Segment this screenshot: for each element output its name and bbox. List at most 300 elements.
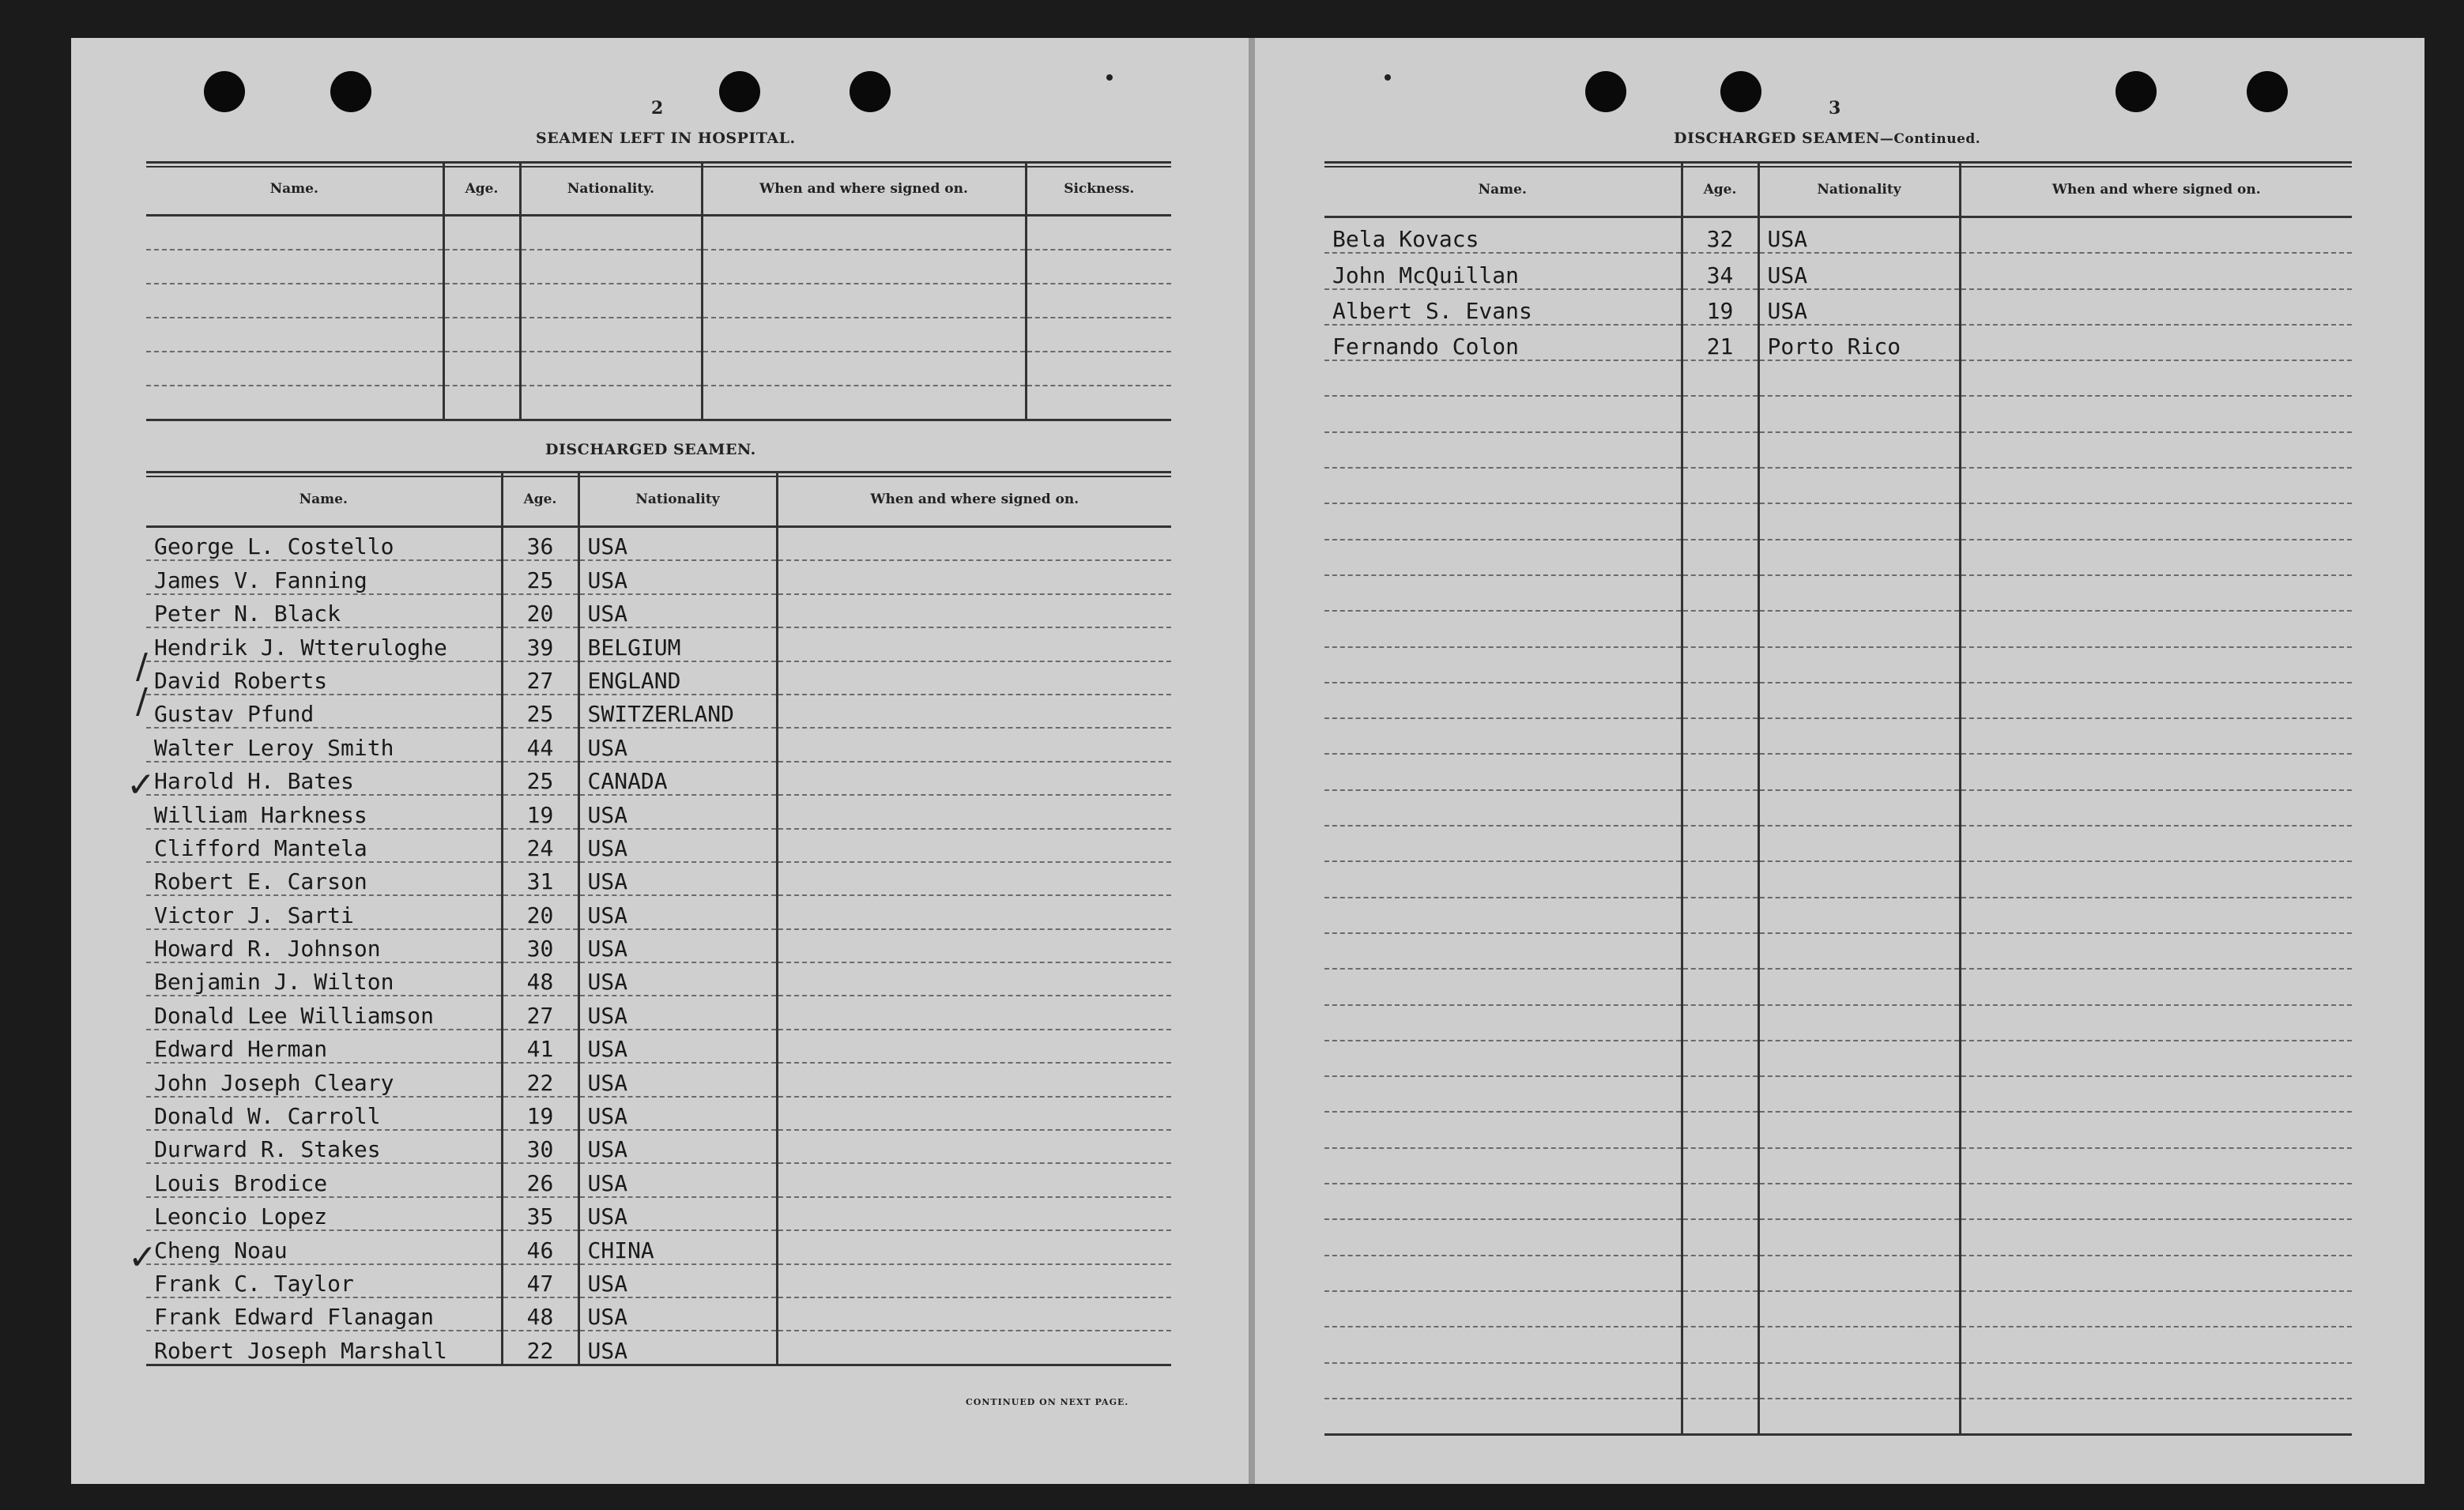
seaman-age: 21 — [1682, 325, 1758, 360]
age-cell — [443, 284, 520, 318]
seaman-nationality: USA — [578, 527, 777, 561]
name-cell — [1324, 1291, 1682, 1327]
seaman-age: 30 — [502, 929, 578, 962]
age-cell — [443, 250, 520, 284]
margin-check-mark: ✓ — [128, 1237, 157, 1278]
seaman-age: 30 — [502, 1130, 578, 1163]
signed-on-cell — [702, 216, 1026, 250]
name-cell — [146, 216, 443, 250]
signed-on-cell — [777, 1097, 1171, 1130]
table-row — [1324, 432, 2352, 468]
seaman-name: Durward R. Stakes — [146, 1130, 502, 1163]
seaman-name: Peter N. Black — [146, 594, 502, 627]
sickness-cell — [1026, 216, 1171, 250]
seaman-age: 25 — [502, 560, 578, 593]
signed-on-cell — [777, 996, 1171, 1029]
table-row — [1324, 575, 2352, 611]
nationality-cell — [1758, 396, 1960, 431]
signed-on-cell — [777, 1063, 1171, 1096]
table-row — [1324, 217, 2352, 254]
signed-on-cell — [777, 862, 1171, 895]
name-cell — [1324, 718, 1682, 754]
seaman-name: Cheng Noau — [146, 1230, 502, 1263]
age-cell — [1682, 790, 1758, 826]
signed-on-cell — [1960, 503, 2352, 539]
signed-on-cell — [1960, 647, 2352, 683]
table-row — [1324, 1327, 2352, 1362]
table-row — [146, 352, 1171, 386]
discharged-header-signed-on: When and where signed on. — [777, 473, 1171, 527]
seaman-nationality: USA — [578, 1264, 777, 1297]
age-cell — [1682, 1291, 1758, 1327]
name-cell — [146, 284, 443, 318]
name-cell — [1324, 1005, 1682, 1041]
margin-check-mark: ✓ — [126, 765, 156, 805]
signed-on-cell — [777, 661, 1171, 695]
seaman-nationality: USA — [578, 594, 777, 627]
continued-header-name: Name. — [1324, 163, 1682, 217]
binder-hole-3 — [719, 71, 760, 112]
seaman-age: 19 — [502, 1097, 578, 1130]
age-cell — [1682, 1005, 1758, 1041]
seaman-age: 48 — [502, 962, 578, 996]
signed-on-cell — [1960, 1256, 2352, 1291]
table-row — [1324, 360, 2352, 396]
name-cell — [1324, 683, 1682, 718]
table-row — [1324, 1184, 2352, 1219]
seaman-nationality: USA — [578, 728, 777, 761]
seaman-name: Louis Brodice — [146, 1163, 502, 1196]
nationality-cell — [1758, 718, 1960, 754]
seaman-age: 35 — [502, 1197, 578, 1230]
signed-on-cell — [1960, 325, 2352, 360]
table-row — [1324, 289, 2352, 325]
hospital-header-age: Age. — [443, 163, 520, 216]
paper-speck — [1106, 74, 1113, 81]
seaman-nationality: USA — [578, 895, 777, 928]
table-row — [146, 250, 1171, 284]
table-row — [146, 1264, 1171, 1297]
signed-on-cell — [1960, 1148, 2352, 1184]
binder-hole-5 — [1585, 71, 1626, 112]
table-row — [1324, 683, 2352, 718]
age-cell — [1682, 1184, 1758, 1219]
seaman-age: 48 — [502, 1297, 578, 1331]
page-number-left: 2 — [651, 98, 664, 119]
name-cell — [1324, 468, 1682, 503]
seaman-nationality: USA — [578, 929, 777, 962]
margin-tick-mark: / — [136, 646, 148, 687]
nationality-cell — [1758, 611, 1960, 646]
nationality-cell — [1758, 1291, 1960, 1327]
nationality-cell — [520, 216, 702, 250]
seaman-name: George L. Costello — [146, 527, 502, 561]
discharged-table — [146, 471, 1171, 1366]
name-cell — [1324, 1148, 1682, 1184]
name-cell — [1324, 1112, 1682, 1147]
signed-on-cell — [777, 962, 1171, 996]
nationality-cell — [1758, 432, 1960, 468]
table-row — [146, 728, 1171, 761]
nationality-cell — [1758, 969, 1960, 1004]
table-row — [1324, 861, 2352, 897]
nationality-cell — [520, 318, 702, 352]
table-row — [1324, 1363, 2352, 1399]
seaman-name: David Roberts — [146, 661, 502, 695]
seaman-nationality: USA — [578, 1297, 777, 1331]
name-cell — [1324, 611, 1682, 646]
age-cell — [1682, 826, 1758, 861]
seaman-nationality: USA — [578, 829, 777, 862]
seaman-name: Howard R. Johnson — [146, 929, 502, 962]
seaman-name: Edward Herman — [146, 1030, 502, 1063]
signed-on-cell — [1960, 1112, 2352, 1147]
signed-on-cell — [1960, 1184, 2352, 1219]
seaman-age: 34 — [1682, 253, 1758, 288]
seaman-age: 27 — [502, 661, 578, 695]
age-cell — [443, 216, 520, 250]
signed-on-cell — [1960, 1219, 2352, 1255]
name-cell — [1324, 898, 1682, 933]
table-row — [1324, 898, 2352, 933]
age-cell — [1682, 1076, 1758, 1112]
table-row — [146, 661, 1171, 695]
seaman-name: Donald Lee Williamson — [146, 996, 502, 1029]
nationality-cell — [1758, 468, 1960, 503]
seaman-nationality: BELGIUM — [578, 627, 777, 661]
signed-on-cell — [777, 695, 1171, 728]
seaman-name: Fernando Colon — [1324, 325, 1682, 360]
continued-header-row — [1324, 163, 2352, 217]
seaman-nationality: USA — [578, 862, 777, 895]
continued-title-suffix: —Continued. — [1879, 131, 1981, 147]
signed-on-cell — [777, 929, 1171, 962]
seaman-name: Albert S. Evans — [1324, 289, 1682, 325]
table-row — [1324, 718, 2352, 754]
table-row — [146, 318, 1171, 352]
signed-on-cell — [1960, 1041, 2352, 1076]
name-cell — [1324, 503, 1682, 539]
seaman-name: Walter Leroy Smith — [146, 728, 502, 761]
signed-on-cell — [777, 1163, 1171, 1196]
table-row — [1324, 933, 2352, 969]
name-cell — [146, 352, 443, 386]
seaman-name: Donald W. Carroll — [146, 1097, 502, 1130]
seaman-nationality: USA — [578, 962, 777, 996]
seaman-nationality: USA — [578, 1163, 777, 1196]
seaman-nationality: USA — [578, 1063, 777, 1096]
seaman-age: 36 — [502, 527, 578, 561]
sickness-cell — [1026, 318, 1171, 352]
seaman-age: 27 — [502, 996, 578, 1029]
name-cell — [1324, 1363, 1682, 1399]
nationality-cell — [1758, 861, 1960, 897]
book-gutter — [1249, 38, 1255, 1484]
continued-title-main: DISCHARGED SEAMEN — [1674, 130, 1880, 147]
age-cell — [1682, 1363, 1758, 1399]
table-row — [146, 695, 1171, 728]
name-cell — [1324, 540, 1682, 575]
seaman-name: John McQuillan — [1324, 253, 1682, 288]
paper-speck — [1385, 74, 1391, 81]
table-row — [1324, 396, 2352, 431]
nationality-cell — [1758, 1041, 1960, 1076]
hospital-rows — [146, 216, 1171, 420]
seaman-name: James V. Fanning — [146, 560, 502, 593]
continued-rows — [1324, 217, 2352, 1435]
nationality-cell — [520, 386, 702, 420]
signed-on-cell — [702, 318, 1026, 352]
signed-on-cell — [777, 829, 1171, 862]
age-cell — [1682, 396, 1758, 431]
table-row — [146, 560, 1171, 593]
signed-on-cell — [1960, 898, 2352, 933]
signed-on-cell — [1960, 1363, 2352, 1399]
table-row — [1324, 1291, 2352, 1327]
signed-on-cell — [1960, 253, 2352, 288]
table-row — [146, 762, 1171, 795]
seaman-name: Benjamin J. Wilton — [146, 962, 502, 996]
discharged-rows — [146, 527, 1171, 1365]
signed-on-cell — [1960, 969, 2352, 1004]
age-cell — [1682, 933, 1758, 969]
continued-note: CONTINUED ON NEXT PAGE. — [966, 1397, 1129, 1407]
discharged-header-age: Age. — [502, 473, 578, 527]
age-cell — [1682, 754, 1758, 789]
seaman-age: 19 — [1682, 289, 1758, 325]
name-cell — [146, 318, 443, 352]
age-cell — [1682, 360, 1758, 396]
seaman-nationality: USA — [578, 1197, 777, 1230]
table-row — [146, 895, 1171, 928]
signed-on-cell — [777, 527, 1171, 561]
seaman-nationality: USA — [578, 1097, 777, 1130]
signed-on-cell — [1960, 360, 2352, 396]
table-row — [146, 929, 1171, 962]
seaman-nationality: USA — [1758, 289, 1960, 325]
seaman-name: Leoncio Lopez — [146, 1197, 502, 1230]
age-cell — [1682, 898, 1758, 933]
table-row — [1324, 611, 2352, 646]
signed-on-cell — [777, 762, 1171, 795]
seaman-age: 26 — [502, 1163, 578, 1196]
discharged-header-row — [146, 473, 1171, 527]
table-row — [146, 1130, 1171, 1163]
continued-header-age: Age. — [1682, 163, 1758, 217]
signed-on-cell — [777, 728, 1171, 761]
table-row — [146, 1030, 1171, 1063]
seaman-age: 44 — [502, 728, 578, 761]
continued-discharged-table — [1324, 161, 2352, 1436]
name-cell — [1324, 1041, 1682, 1076]
seaman-age: 25 — [502, 695, 578, 728]
age-cell — [443, 352, 520, 386]
nationality-cell — [1758, 503, 1960, 539]
name-cell — [1324, 432, 1682, 468]
name-cell — [1324, 1399, 1682, 1435]
signed-on-cell — [777, 594, 1171, 627]
name-cell — [1324, 1327, 1682, 1362]
seaman-name: Clifford Mantela — [146, 829, 502, 862]
name-cell — [1324, 647, 1682, 683]
page-number-right: 3 — [1829, 98, 1841, 119]
seaman-name: Bela Kovacs — [1324, 217, 1682, 254]
name-cell — [1324, 826, 1682, 861]
hospital-section-title: SEAMEN LEFT IN HOSPITAL. — [536, 130, 796, 147]
hospital-table — [146, 161, 1171, 421]
seaman-name: Gustav Pfund — [146, 695, 502, 728]
name-cell — [1324, 1184, 1682, 1219]
seaman-nationality: SWITZERLAND — [578, 695, 777, 728]
nationality-cell — [1758, 575, 1960, 611]
age-cell — [443, 318, 520, 352]
seaman-name: Hendrik J. Wtteruloghe — [146, 627, 502, 661]
sickness-cell — [1026, 284, 1171, 318]
table-row — [146, 1097, 1171, 1130]
name-cell — [1324, 396, 1682, 431]
continued-header-signed-on: When and where signed on. — [1960, 163, 2352, 217]
age-cell — [1682, 1148, 1758, 1184]
seaman-nationality: USA — [578, 1331, 777, 1365]
signed-on-cell — [1960, 933, 2352, 969]
seaman-name: John Joseph Cleary — [146, 1063, 502, 1096]
signed-on-cell — [777, 627, 1171, 661]
age-cell — [1682, 1112, 1758, 1147]
seaman-age: 25 — [502, 762, 578, 795]
name-cell — [1324, 1076, 1682, 1112]
signed-on-cell — [1960, 289, 2352, 325]
table-row — [1324, 790, 2352, 826]
nationality-cell — [1758, 1256, 1960, 1291]
nationality-cell — [1758, 647, 1960, 683]
nationality-cell — [520, 352, 702, 386]
seaman-age: 19 — [502, 795, 578, 828]
seaman-nationality: USA — [578, 795, 777, 828]
table-row — [1324, 325, 2352, 360]
seaman-nationality: USA — [1758, 253, 1960, 288]
sickness-cell — [1026, 250, 1171, 284]
signed-on-cell — [1960, 790, 2352, 826]
signed-on-cell — [1960, 1399, 2352, 1435]
signed-on-cell — [777, 1297, 1171, 1331]
name-cell — [1324, 790, 1682, 826]
age-cell — [1682, 1219, 1758, 1255]
nationality-cell — [1758, 1327, 1960, 1362]
seaman-nationality: USA — [578, 1030, 777, 1063]
table-row — [146, 594, 1171, 627]
table-row — [1324, 647, 2352, 683]
table-row — [1324, 468, 2352, 503]
nationality-cell — [1758, 826, 1960, 861]
age-cell — [1682, 683, 1758, 718]
table-row — [1324, 1256, 2352, 1291]
age-cell — [1682, 647, 1758, 683]
name-cell — [146, 386, 443, 420]
seaman-age: 20 — [502, 594, 578, 627]
seaman-age: 22 — [502, 1063, 578, 1096]
seaman-age: 46 — [502, 1230, 578, 1263]
seaman-nationality: USA — [578, 560, 777, 593]
nationality-cell — [1758, 1005, 1960, 1041]
table-row — [146, 996, 1171, 1029]
table-row — [146, 1163, 1171, 1196]
seaman-nationality: USA — [578, 996, 777, 1029]
name-cell — [1324, 1256, 1682, 1291]
table-row — [146, 1063, 1171, 1096]
seaman-nationality: Porto Rico — [1758, 325, 1960, 360]
age-cell — [1682, 468, 1758, 503]
signed-on-cell — [1960, 683, 2352, 718]
signed-on-cell — [1960, 468, 2352, 503]
nationality-cell — [1758, 1076, 1960, 1112]
hospital-header-name: Name. — [146, 163, 443, 216]
signed-on-cell — [1960, 1076, 2352, 1112]
age-cell — [1682, 575, 1758, 611]
table-row — [146, 216, 1171, 250]
table-row — [146, 962, 1171, 996]
signed-on-cell — [1960, 396, 2352, 431]
signed-on-cell — [1960, 1291, 2352, 1327]
seaman-name: Frank C. Taylor — [146, 1264, 502, 1297]
nationality-cell — [1758, 1184, 1960, 1219]
sickness-cell — [1026, 386, 1171, 420]
signed-on-cell — [777, 1264, 1171, 1297]
signed-on-cell — [1960, 611, 2352, 646]
binder-hole-2 — [330, 71, 371, 112]
hospital-header-sickness: Sickness. — [1026, 163, 1171, 216]
signed-on-cell — [1960, 432, 2352, 468]
seaman-age: 39 — [502, 627, 578, 661]
seaman-name: Robert E. Carson — [146, 862, 502, 895]
signed-on-cell — [777, 1331, 1171, 1365]
nationality-cell — [1758, 1112, 1960, 1147]
table-row — [1324, 1041, 2352, 1076]
age-cell — [443, 386, 520, 420]
seaman-name: Harold H. Bates — [146, 762, 502, 795]
name-cell — [1324, 861, 1682, 897]
nationality-cell — [1758, 360, 1960, 396]
table-row — [1324, 969, 2352, 1004]
seaman-age: 20 — [502, 895, 578, 928]
signed-on-cell — [1960, 861, 2352, 897]
binder-hole-4 — [850, 71, 891, 112]
table-row — [146, 1230, 1171, 1263]
age-cell — [1682, 1256, 1758, 1291]
signed-on-cell — [702, 386, 1026, 420]
signed-on-cell — [777, 1197, 1171, 1230]
seaman-age: 22 — [502, 1331, 578, 1365]
table-row — [1324, 253, 2352, 288]
nationality-cell — [1758, 540, 1960, 575]
nationality-cell — [1758, 898, 1960, 933]
continued-section-title — [1674, 130, 1980, 147]
signed-on-cell — [777, 1030, 1171, 1063]
table-row — [146, 795, 1171, 828]
discharged-header-nationality: Nationality — [578, 473, 777, 527]
name-cell — [1324, 933, 1682, 969]
nationality-cell — [1758, 1363, 1960, 1399]
seaman-nationality: ENGLAND — [578, 661, 777, 695]
nationality-cell — [1758, 790, 1960, 826]
age-cell — [1682, 540, 1758, 575]
continued-header-nationality: Nationality — [1758, 163, 1960, 217]
seaman-nationality: USA — [1758, 217, 1960, 254]
signed-on-cell — [777, 1130, 1171, 1163]
name-cell — [1324, 575, 1682, 611]
seaman-age: 32 — [1682, 217, 1758, 254]
table-row — [146, 386, 1171, 420]
table-row — [1324, 1005, 2352, 1041]
